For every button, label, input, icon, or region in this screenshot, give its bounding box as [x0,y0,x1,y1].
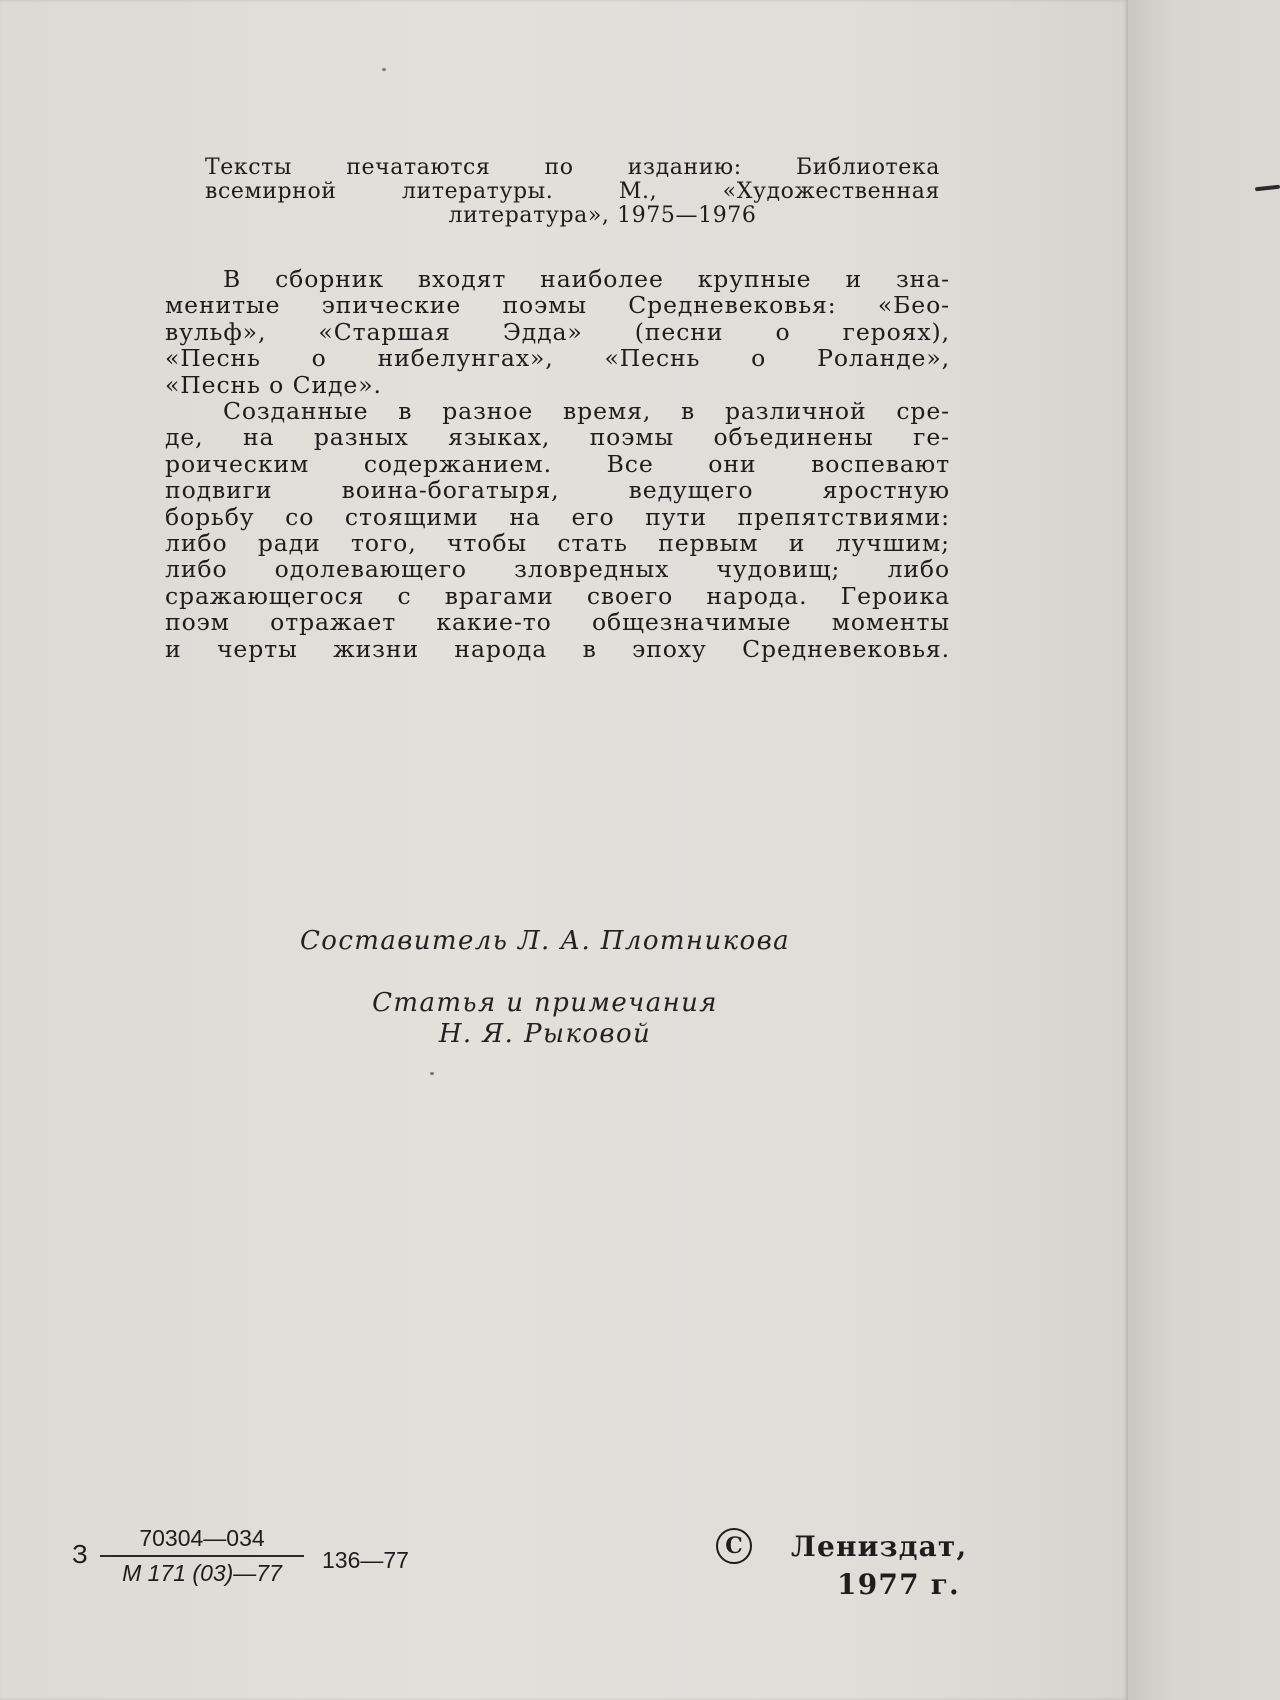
order-number: 136—77 [322,1547,409,1573]
annotation-line: и черты жизни народа в эпоху Средневековья. [165,634,950,663]
source-note-line: всемирной литературы. М., «Художественная [205,179,940,204]
source-note [205,156,940,228]
article-credit-title: Статья и примечания [372,988,718,1018]
annotation-line: де, на разных языках, поэмы объединены ге- [165,423,950,452]
paper-speck [430,1072,434,1075]
annotation-line: роическим содержанием. Все они воспевают [165,449,950,478]
annotation-line: вульф», «Старшая Эдда» (песни о героях), [165,317,950,346]
adjacent-page-edge [1128,0,1280,1700]
annotation-line: менитые эпические поэмы Средневековья: «Бео- [165,291,950,320]
catalog-numerator: 70304—034 [100,1525,304,1557]
paper-speck [382,68,386,71]
catalog-fraction [100,1525,304,1587]
annotation-line: Созданные в разное время, в различной сре- [223,397,950,426]
annotation-line: «Песнь о нибелунгах», «Песнь о Роланде», [165,344,950,373]
catalog-letter: З [72,1539,88,1569]
catalog-denominator: М 171 (03)—77 [122,1560,282,1586]
publication-year: 1977 г. [837,1568,960,1601]
annotation-line: поэм отражает какие-то общезначимые моменты [165,608,950,637]
annotation-line: сражающегося с врагами своего народа. Героика [165,581,950,610]
source-note-line: Тексты печатаются по изданию: Библиотека [205,155,940,180]
annotation-line: борьбу со стоящими на его пути препятствиями: [165,502,950,531]
compiler-credit: Составитель Л. А. Плотникова [299,926,791,956]
article-credit-author: Н. Я. Рыковой [438,1019,652,1049]
annotation-line: «Песнь о Сиде». [165,370,382,399]
annotation-line: либо одолевающего зловредных чудовищ; либо [165,555,950,584]
annotation [165,266,950,662]
copyright-icon: C [716,1528,752,1564]
article-credit [270,988,820,1050]
annotation-line: подвиги воина-богатыря, ведущего яростную [165,476,950,505]
annotation-line: либо ради того, чтобы стать первым и лучшим; [165,529,950,558]
publisher-name: Лениздат, [791,1530,968,1563]
source-note-line: литература», 1975—1976 [448,203,757,228]
annotation-line: В сборник входят наиболее крупные и зна- [223,265,950,293]
